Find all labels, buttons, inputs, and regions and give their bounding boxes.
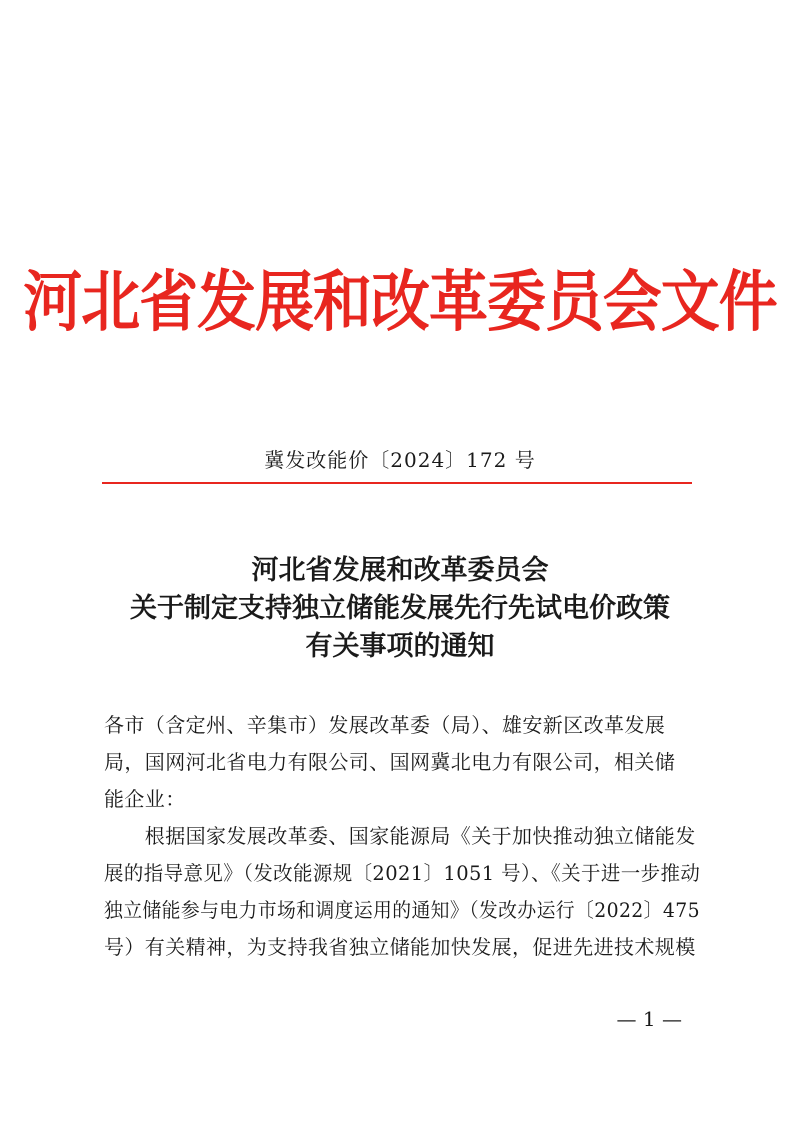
body-line: 独立储能参与电力市场和调度运用的通知》（发改办运行〔2022〕475 [104,898,700,922]
body-line: 局，国网河北省电力有限公司、国网冀北电力有限公司，相关储 [104,750,676,774]
body-line: 能企业： [104,787,186,811]
notice-title [0,552,800,666]
title-line: 河北省发展和改革委员会 [251,555,549,586]
title-line: 关于制定支持独立储能发展先行先试电价政策 [130,593,670,624]
body-line: 根据国家发展改革委、国家能源局《关于加快推动独立储能发 [104,824,696,848]
body-line: 各市（含定州、辛集市）发展改革委（局）、雄安新区改革发展 [104,713,666,737]
red-divider-line [102,482,692,484]
body-line: 号）有关精神，为支持我省独立储能加快发展，促进先进技术规模 [104,935,696,959]
title-line: 有关事项的通知 [305,631,495,662]
body-line: 展的指导意见》（发改能源规〔2021〕1051 号）、《关于进一步推动 [104,861,701,885]
document-number: 冀发改能价〔2024〕172 号 [264,448,536,472]
masthead-title: 河北省发展和改革委员会文件 [23,262,777,341]
body-text [104,707,704,966]
page-number: — 1 — [616,1007,682,1031]
